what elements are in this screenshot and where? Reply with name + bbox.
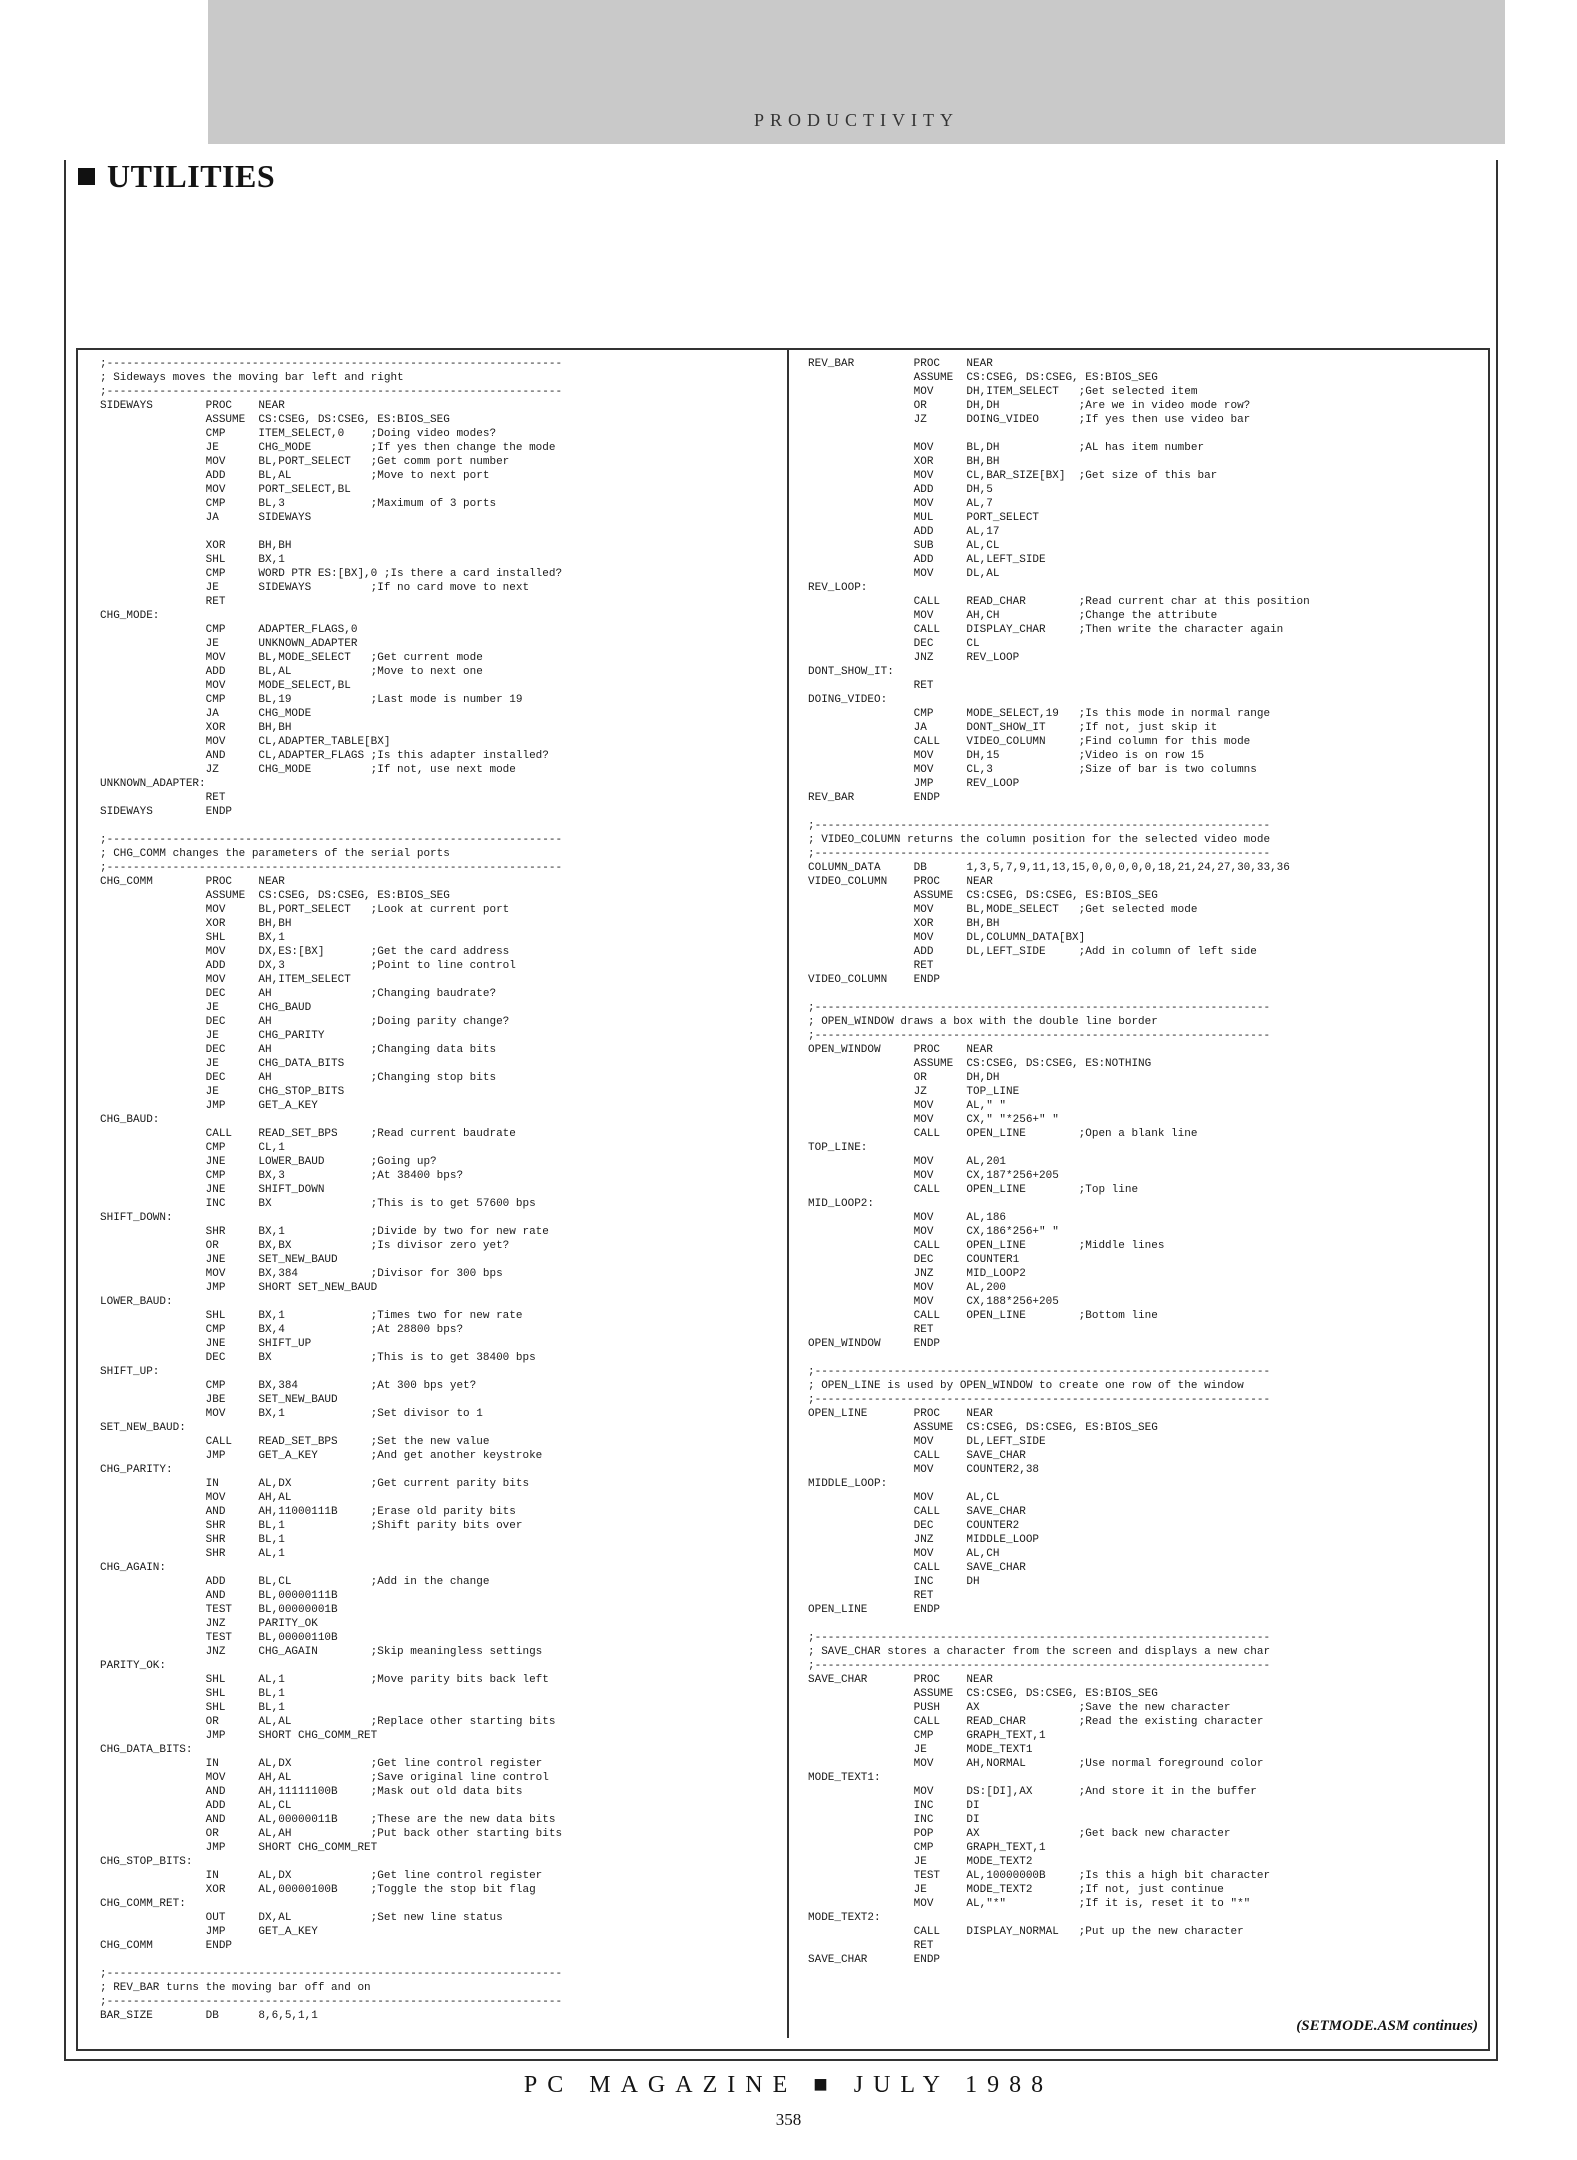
code-line: ADD AL,LEFT_SIDE — [808, 554, 1046, 566]
code-line: ;--------------------------------------------------------------------- — [808, 1366, 1271, 1378]
code-line: ;--------------------------------------------------------------------- — [808, 848, 1271, 860]
section-label: PRODUCTIVITY — [754, 110, 959, 130]
code-line: JE CHG_STOP_BITS — [100, 1086, 345, 1098]
code-line: DEC COUNTER2 — [808, 1520, 1020, 1532]
code-line: JBE SET_NEW_BAUD — [100, 1394, 338, 1406]
code-line: INC BX ;This is to get 57600 bps — [100, 1198, 536, 1210]
code-line: JE MODE_TEXT2 ;If not, just continue — [808, 1884, 1224, 1896]
code-line: CALL SAVE_CHAR — [808, 1506, 1026, 1518]
code-line: OR AL,AL ;Replace other starting bits — [100, 1716, 556, 1728]
code-line: RET — [100, 792, 226, 804]
code-line: DOING_VIDEO: — [808, 694, 888, 706]
code-line: MOV CX,186*256+" " — [808, 1226, 1059, 1238]
code-line: OUT DX,AL ;Set new line status — [100, 1912, 503, 1924]
code-line: CMP MODE_SELECT,19 ;Is this mode in normal range — [808, 708, 1271, 720]
code-line: JMP SHORT SET_NEW_BAUD — [100, 1282, 378, 1294]
code-line: POP AX ;Get back new character — [808, 1828, 1231, 1840]
code-line: MOV DL,LEFT_SIDE — [808, 1436, 1046, 1448]
code-line: ; SAVE_CHAR stores a character from the screen and displays a new char — [808, 1646, 1271, 1658]
code-line: MOV CL,3 ;Size of bar is two columns — [808, 764, 1257, 776]
code-line: CMP BL,3 ;Maximum of 3 ports — [100, 498, 497, 510]
code-line: MOV DS:[DI],AX ;And store it in the buffer — [808, 1786, 1257, 1798]
code-line: SHR BL,1 ;Shift parity bits over — [100, 1520, 523, 1532]
page-number: 358 — [775, 2110, 802, 2129]
code-line: CMP BX,3 ;At 38400 bps? — [100, 1170, 464, 1182]
code-line: RET — [808, 960, 934, 972]
code-line: SAVE_CHAR ENDP — [808, 1954, 941, 1966]
code-line: MOV PORT_SELECT,BL — [100, 484, 351, 496]
code-line: ;--------------------------------------------------------------------- — [100, 386, 563, 398]
code-line: MOV AL,200 — [808, 1282, 1007, 1294]
code-line: CMP CL,1 — [100, 1142, 285, 1154]
heading-text: UTILITIES — [107, 157, 276, 194]
code-line: ASSUME CS:CSEG, DS:CSEG, ES:BIOS_SEG — [100, 414, 450, 426]
code-line: MOV MODE_SELECT,BL — [100, 680, 351, 692]
code-line: OR BX,BX ;Is divisor zero yet? — [100, 1240, 510, 1252]
code-line: TEST BL,00000001B — [100, 1604, 338, 1616]
code-line: JE CHG_DATA_BITS — [100, 1058, 345, 1070]
code-line: CALL READ_CHAR ;Read current char at this position — [808, 596, 1310, 608]
code-line: ASSUME CS:CSEG, DS:CSEG, ES:BIOS_SEG — [808, 372, 1158, 384]
code-line: COLUMN_DATA DB 1,3,5,7,9,11,13,15,0,0,0,0,0,18,21,24,27,30,33,36 — [808, 862, 1290, 874]
code-line: OR DH,DH — [808, 1072, 1000, 1084]
code-line: SHIFT_UP: — [100, 1366, 160, 1378]
code-line: RET — [808, 1590, 934, 1602]
code-line: XOR BH,BH — [100, 918, 292, 930]
code-line: ADD DH,5 — [808, 484, 993, 496]
code-line — [100, 819, 780, 833]
code-line: CALL DISPLAY_NORMAL ;Put up the new character — [808, 1926, 1244, 1938]
code-line: AND AL,00000011B ;These are the new data bits — [100, 1814, 556, 1826]
code-line: CMP BX,4 ;At 28800 bps? — [100, 1324, 464, 1336]
code-line: ;--------------------------------------------------------------------- — [100, 358, 563, 370]
code-line: DEC BX ;This is to get 38400 bps — [100, 1352, 536, 1364]
code-line: MOV AH,AL — [100, 1492, 292, 1504]
code-line: ; REV_BAR turns the moving bar off and on — [100, 1982, 371, 1994]
code-line: JNE LOWER_BAUD ;Going up? — [100, 1156, 437, 1168]
code-line: LOWER_BAUD: — [100, 1296, 173, 1308]
code-line: ;--------------------------------------------------------------------- — [808, 1632, 1271, 1644]
code-line: ;--------------------------------------------------------------------- — [808, 1394, 1271, 1406]
code-line: MOV CL,ADAPTER_TABLE[BX] — [100, 736, 391, 748]
code-line — [808, 1351, 1482, 1365]
code-line: SHL BX,1 — [100, 554, 285, 566]
code-line: OPEN_LINE ENDP — [808, 1604, 941, 1616]
code-line: PUSH AX ;Save the new character — [808, 1702, 1231, 1714]
code-line: CMP WORD PTR ES:[BX],0 ;Is there a card installed? — [100, 568, 563, 580]
code-line: CALL READ_SET_BPS ;Set the new value — [100, 1436, 490, 1448]
code-line: ;--------------------------------------------------------------------- — [808, 1660, 1271, 1672]
code-line: SUB AL,CL — [808, 540, 1000, 552]
code-line: SIDEWAYS ENDP — [100, 806, 233, 818]
square-bullet-icon — [78, 168, 95, 185]
code-line: IN AL,DX ;Get line control register — [100, 1870, 543, 1882]
code-line: INC DI — [808, 1800, 980, 1812]
code-line: CMP GRAPH_TEXT,1 — [808, 1842, 1046, 1854]
code-line: SHL BX,1 — [100, 932, 285, 944]
code-line: CHG_AGAIN: — [100, 1562, 167, 1574]
code-line: ADD AL,17 — [808, 526, 1000, 538]
code-line: VIDEO_COLUMN PROC NEAR — [808, 876, 993, 888]
code-line: SHL BL,1 — [100, 1688, 285, 1700]
code-line: CALL OPEN_LINE ;Top line — [808, 1184, 1139, 1196]
code-line: CALL DISPLAY_CHAR ;Then write the character again — [808, 624, 1284, 636]
code-line: SHR BX,1 ;Divide by two for new rate — [100, 1226, 549, 1238]
code-line: JE SIDEWAYS ;If no card move to next — [100, 582, 530, 594]
code-line — [808, 805, 1482, 819]
code-line: MOV AH,AL ;Save original line control — [100, 1772, 549, 1784]
code-line: MOV BL,PORT_SELECT ;Look at current port — [100, 904, 510, 916]
code-line: MOV AH,NORMAL ;Use normal foreground color — [808, 1758, 1264, 1770]
code-line: DEC CL — [808, 638, 980, 650]
code-line: SET_NEW_BAUD: — [100, 1422, 186, 1434]
code-line: CALL OPEN_LINE ;Bottom line — [808, 1310, 1158, 1322]
code-line: MOV BL,MODE_SELECT ;Get selected mode — [808, 904, 1198, 916]
code-line: CALL VIDEO_COLUMN ;Find column for this mode — [808, 736, 1251, 748]
code-line: MUL PORT_SELECT — [808, 512, 1040, 524]
listing-right-column — [808, 357, 1482, 1967]
code-line: VIDEO_COLUMN ENDP — [808, 974, 941, 986]
code-line: MOV AH,CH ;Change the attribute — [808, 610, 1218, 622]
code-line: MOV BL,MODE_SELECT ;Get current mode — [100, 652, 483, 664]
code-line — [100, 525, 780, 539]
code-line: MOV AL,7 — [808, 498, 993, 510]
code-line: INC DH — [808, 1576, 980, 1588]
code-line: MOV CX,187*256+205 — [808, 1170, 1059, 1182]
code-line: CMP ADAPTER_FLAGS,0 — [100, 624, 358, 636]
code-line: CHG_DATA_BITS: — [100, 1744, 193, 1756]
code-line: ;--------------------------------------------------------------------- — [808, 820, 1271, 832]
code-line: MOV DL,COLUMN_DATA[BX] — [808, 932, 1086, 944]
code-line: CALL OPEN_LINE ;Open a blank line — [808, 1128, 1198, 1140]
code-line: CHG_COMM ENDP — [100, 1940, 233, 1952]
code-line: MOV DL,AL — [808, 568, 1000, 580]
code-line: OPEN_WINDOW ENDP — [808, 1338, 941, 1350]
code-line: JNZ CHG_AGAIN ;Skip meaningless settings — [100, 1646, 543, 1658]
code-line: REV_LOOP: — [808, 582, 868, 594]
code-line: DONT_SHOW_IT: — [808, 666, 894, 678]
code-line: CHG_BAUD: — [100, 1114, 160, 1126]
code-line: ;--------------------------------------------------------------------- — [808, 1030, 1271, 1042]
code-line: JNZ PARITY_OK — [100, 1618, 318, 1630]
code-line: CHG_COMM_RET: — [100, 1898, 186, 1910]
code-line: ;--------------------------------------------------------------------- — [100, 862, 563, 874]
code-line: JE MODE_TEXT1 — [808, 1744, 1033, 1756]
code-line: MID_LOOP2: — [808, 1198, 875, 1210]
code-line: CMP BL,19 ;Last mode is number 19 — [100, 694, 523, 706]
code-line: MOV CL,BAR_SIZE[BX] ;Get size of this bar — [808, 470, 1218, 482]
code-line: RET — [808, 1940, 934, 1952]
code-line: ; VIDEO_COLUMN returns the column position for the selected video mode — [808, 834, 1271, 846]
code-line: CALL SAVE_CHAR — [808, 1450, 1026, 1462]
code-line: MOV AL,"*" ;If it is, reset it to "*" — [808, 1898, 1251, 1910]
code-line: REV_BAR PROC NEAR — [808, 358, 993, 370]
code-line: ADD BL,CL ;Add in the change — [100, 1576, 490, 1588]
code-line: ADD BL,AL ;Move to next one — [100, 666, 483, 678]
code-line: TEST BL,00000110B — [100, 1632, 338, 1644]
code-line: DEC AH ;Changing data bits — [100, 1044, 497, 1056]
code-line: XOR BH,BH — [808, 918, 1000, 930]
code-line: MOV CX,188*256+205 — [808, 1296, 1059, 1308]
code-line: SHR BL,1 — [100, 1534, 285, 1546]
code-line: MOV AH,ITEM_SELECT — [100, 974, 351, 986]
code-line: SHIFT_DOWN: — [100, 1212, 173, 1224]
code-line: IN AL,DX ;Get line control register — [100, 1758, 543, 1770]
code-line: ASSUME CS:CSEG, DS:CSEG, ES:BIOS_SEG — [808, 1688, 1158, 1700]
code-line: CALL SAVE_CHAR — [808, 1562, 1026, 1574]
code-line: CMP ITEM_SELECT,0 ;Doing video modes? — [100, 428, 497, 440]
code-line — [808, 1617, 1482, 1631]
code-line: SHL AL,1 ;Move parity bits back left — [100, 1674, 549, 1686]
code-line: MOV CX," "*256+" " — [808, 1114, 1059, 1126]
code-line: JE CHG_PARITY — [100, 1030, 325, 1042]
code-line: MOV DX,ES:[BX] ;Get the card address — [100, 946, 510, 958]
code-line: ADD AL,CL — [100, 1800, 292, 1812]
code-line: JNZ MID_LOOP2 — [808, 1268, 1026, 1280]
code-line: JA CHG_MODE — [100, 708, 312, 720]
code-line: CHG_STOP_BITS: — [100, 1856, 193, 1868]
code-line: ; OPEN_WINDOW draws a box with the double line border — [808, 1016, 1158, 1028]
code-line: JMP GET_A_KEY — [100, 1926, 318, 1938]
code-line: ;--------------------------------------------------------------------- — [100, 1968, 563, 1980]
code-line: PARITY_OK: — [100, 1660, 167, 1672]
code-line: MODE_TEXT1: — [808, 1772, 881, 1784]
code-line: MOV AL,201 — [808, 1156, 1007, 1168]
code-line: ASSUME CS:CSEG, DS:CSEG, ES:BIOS_SEG — [808, 1422, 1158, 1434]
code-line: ASSUME CS:CSEG, DS:CSEG, ES:BIOS_SEG — [808, 890, 1158, 902]
code-line: ADD BL,AL ;Move to next port — [100, 470, 490, 482]
code-line: OPEN_WINDOW PROC NEAR — [808, 1044, 993, 1056]
code-line: ; CHG_COMM changes the parameters of the serial ports — [100, 848, 450, 860]
code-line: MOV AL,CL — [808, 1492, 1000, 1504]
code-line: RET — [808, 1324, 934, 1336]
code-line: JNZ REV_LOOP — [808, 652, 1020, 664]
code-line: ASSUME CS:CSEG, DS:CSEG, ES:NOTHING — [808, 1058, 1152, 1070]
code-line: RET — [808, 680, 934, 692]
code-line: MOV BL,DH ;AL has item number — [808, 442, 1205, 454]
code-line: AND CL,ADAPTER_FLAGS ;Is this adapter installed? — [100, 750, 549, 762]
listing-left-column — [100, 357, 780, 2023]
code-line: JMP SHORT CHG_COMM_RET — [100, 1842, 378, 1854]
code-line: SHL BX,1 ;Times two for new rate — [100, 1310, 523, 1322]
code-line: JMP GET_A_KEY ;And get another keystroke — [100, 1450, 543, 1462]
code-line: UNKNOWN_ADAPTER: — [100, 778, 206, 790]
code-line: SAVE_CHAR PROC NEAR — [808, 1674, 993, 1686]
code-line: ;--------------------------------------------------------------------- — [808, 1002, 1271, 1014]
code-line: IN AL,DX ;Get current parity bits — [100, 1478, 530, 1490]
code-line: OR DH,DH ;Are we in video mode row? — [808, 400, 1251, 412]
code-line: JMP REV_LOOP — [808, 778, 1020, 790]
code-line: JMP GET_A_KEY — [100, 1100, 318, 1112]
continues-note: (SETMODE.ASM continues) — [1296, 2018, 1478, 2034]
code-line: CMP GRAPH_TEXT,1 — [808, 1730, 1046, 1742]
code-line: JA DONT_SHOW_IT ;If not, just skip it — [808, 722, 1218, 734]
code-line: JA SIDEWAYS — [100, 512, 312, 524]
code-line: SHL BL,1 — [100, 1702, 285, 1714]
code-line: XOR BH,BH — [808, 456, 1000, 468]
code-line: JNE SHIFT_UP — [100, 1338, 312, 1350]
code-line: CALL READ_CHAR ;Read the existing character — [808, 1716, 1264, 1728]
code-line: ADD DX,3 ;Point to line control — [100, 960, 516, 972]
code-line: ASSUME CS:CSEG, DS:CSEG, ES:BIOS_SEG — [100, 890, 450, 902]
code-line: CHG_COMM PROC NEAR — [100, 876, 285, 888]
code-line: TOP_LINE: — [808, 1142, 868, 1154]
code-line: MOV COUNTER2,38 — [808, 1464, 1040, 1476]
code-line: RET — [100, 596, 226, 608]
code-line: JE MODE_TEXT2 — [808, 1856, 1033, 1868]
code-line: XOR BH,BH — [100, 540, 292, 552]
code-line: AND AH,11111100B ;Mask out old data bits — [100, 1786, 523, 1798]
code-line: ;--------------------------------------------------------------------- — [100, 834, 563, 846]
code-line: TEST AL,10000000B ;Is this a high bit character — [808, 1870, 1271, 1882]
code-line: JNZ MIDDLE_LOOP — [808, 1534, 1040, 1546]
section-heading — [78, 156, 275, 196]
code-line: JNE SET_NEW_BAUD — [100, 1254, 338, 1266]
code-line: XOR AL,00000100B ;Toggle the stop bit flag — [100, 1884, 536, 1896]
code-line: OPEN_LINE PROC NEAR — [808, 1408, 993, 1420]
code-line: SHR AL,1 — [100, 1548, 285, 1560]
code-line: MOV BX,384 ;Divisor for 300 bps — [100, 1268, 503, 1280]
code-line: DEC AH ;Changing baudrate? — [100, 988, 497, 1000]
code-line: CALL OPEN_LINE ;Middle lines — [808, 1240, 1165, 1252]
code-line: MOV BL,PORT_SELECT ;Get comm port number — [100, 456, 510, 468]
code-line: INC DI — [808, 1814, 980, 1826]
code-line: MODE_TEXT2: — [808, 1912, 881, 1924]
code-line: JE CHG_MODE ;If yes then change the mode — [100, 442, 556, 454]
code-line: ;--------------------------------------------------------------------- — [100, 1996, 563, 2008]
code-line — [100, 1953, 780, 1967]
code-line: REV_BAR ENDP — [808, 792, 941, 804]
code-line: JZ DOING_VIDEO ;If yes then use video bar — [808, 414, 1251, 426]
code-line: BAR_SIZE DB 8,6,5,1,1 — [100, 2010, 318, 2022]
code-line — [808, 987, 1482, 1001]
code-line: MOV AL,CH — [808, 1548, 1000, 1560]
code-line: MOV AL,186 — [808, 1212, 1007, 1224]
code-line: MOV BX,1 ;Set divisor to 1 — [100, 1408, 483, 1420]
code-line: MIDDLE_LOOP: — [808, 1478, 888, 1490]
code-line: JMP SHORT CHG_COMM_RET — [100, 1730, 378, 1742]
code-line: CALL READ_SET_BPS ;Read current baudrate — [100, 1128, 516, 1140]
code-line: SIDEWAYS PROC NEAR — [100, 400, 285, 412]
code-line: XOR BH,BH — [100, 722, 292, 734]
code-line — [808, 427, 1482, 441]
code-line: CHG_PARITY: — [100, 1464, 173, 1476]
code-line: DEC AH ;Doing parity change? — [100, 1016, 510, 1028]
code-line: AND BL,00000111B — [100, 1590, 338, 1602]
code-line: JE CHG_BAUD — [100, 1002, 312, 1014]
code-line: MOV DH,ITEM_SELECT ;Get selected item — [808, 386, 1198, 398]
code-line: CMP BX,384 ;At 300 bps yet? — [100, 1380, 477, 1392]
code-line: ADD DL,LEFT_SIDE ;Add in column of left side — [808, 946, 1257, 958]
code-line: DEC COUNTER1 — [808, 1254, 1020, 1266]
code-line: ; OPEN_LINE is used by OPEN_WINDOW to create one row of the window — [808, 1380, 1244, 1392]
code-line: JZ TOP_LINE — [808, 1086, 1020, 1098]
footer-publication: PC MAGAZINE ■ JULY 1988 — [523, 2072, 1054, 2098]
code-line: OR AL,AH ;Put back other starting bits — [100, 1828, 563, 1840]
code-line: MOV AL," " — [808, 1100, 1007, 1112]
code-line: MOV DH,15 ;Video is on row 15 — [808, 750, 1205, 762]
column-divider — [787, 350, 789, 2038]
code-line: JZ CHG_MODE ;If not, use next mode — [100, 764, 516, 776]
code-line: JE UNKNOWN_ADAPTER — [100, 638, 358, 650]
code-line: JNE SHIFT_DOWN — [100, 1184, 325, 1196]
code-line: DEC AH ;Changing stop bits — [100, 1072, 497, 1084]
code-line: CHG_MODE: — [100, 610, 160, 622]
code-line: ; Sideways moves the moving bar left and right — [100, 372, 404, 384]
code-line: AND AH,11000111B ;Erase old parity bits — [100, 1506, 516, 1518]
